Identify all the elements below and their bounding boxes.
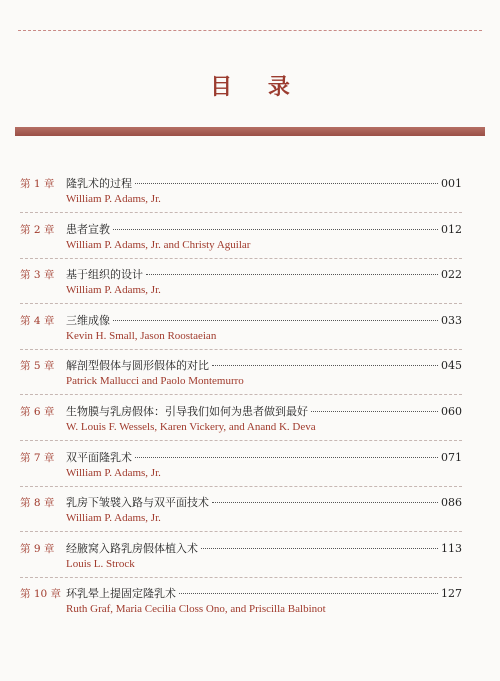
toc-entry[interactable] bbox=[20, 267, 462, 313]
dot-leader bbox=[146, 274, 438, 275]
toc-entry[interactable] bbox=[20, 358, 462, 404]
toc-entry-line bbox=[20, 404, 462, 420]
chapter-title: 双平面隆乳术 bbox=[66, 450, 132, 464]
toc-entry-line bbox=[20, 313, 462, 329]
chapter-title: 经腋窝入路乳房假体植入术 bbox=[66, 541, 198, 555]
page-number: 071 bbox=[441, 450, 462, 464]
chapter-authors: William P. Adams, Jr. bbox=[66, 193, 161, 205]
chapter-title: 患者宣教 bbox=[66, 222, 110, 236]
page-number: 022 bbox=[441, 268, 462, 282]
dot-leader bbox=[179, 593, 438, 594]
page-number: 113 bbox=[441, 541, 462, 555]
entry-separator bbox=[20, 531, 462, 532]
toc-entry[interactable] bbox=[20, 450, 462, 496]
entry-separator bbox=[20, 577, 462, 578]
dot-leader bbox=[212, 502, 438, 503]
dot-leader bbox=[201, 548, 438, 549]
page-number: 086 bbox=[441, 496, 462, 510]
entry-separator bbox=[20, 212, 462, 213]
page-number: 033 bbox=[441, 313, 462, 327]
chapter-title: 基于组织的设计 bbox=[66, 268, 143, 282]
dot-leader bbox=[212, 365, 438, 366]
dot-leader bbox=[311, 411, 438, 412]
toc-entry[interactable] bbox=[20, 313, 462, 359]
chapter-number: 第 10 章 bbox=[20, 588, 62, 601]
chapter-number: 第 1 章 bbox=[20, 178, 55, 190]
chapter-number: 第 5 章 bbox=[20, 360, 55, 373]
chapter-title: 乳房下皱襞入路与双平面技术 bbox=[66, 496, 209, 510]
chapter-authors: William P. Adams, Jr. bbox=[66, 284, 161, 297]
toc-entry[interactable] bbox=[20, 222, 462, 268]
chapter-number: 第 7 章 bbox=[20, 451, 55, 464]
toc-entry[interactable] bbox=[20, 176, 462, 222]
toc-list bbox=[20, 176, 462, 632]
chapter-title: 隆乳术的过程 bbox=[66, 177, 132, 190]
chapter-authors: William P. Adams, Jr. bbox=[66, 466, 161, 479]
chapter-title: 生物膜与乳房假体：引导我们如何为患者做到最好 bbox=[66, 404, 308, 418]
chapter-title: 三维成像 bbox=[66, 313, 110, 327]
page-number: 001 bbox=[441, 177, 462, 190]
chapter-number: 第 8 章 bbox=[20, 497, 55, 510]
dot-leader bbox=[135, 457, 438, 458]
toc-entry-line bbox=[20, 176, 462, 192]
page-number: 127 bbox=[441, 587, 462, 601]
dot-leader bbox=[113, 229, 438, 230]
page-number: 045 bbox=[441, 359, 462, 373]
toc-entry[interactable] bbox=[20, 541, 462, 587]
page-number: 060 bbox=[441, 404, 462, 418]
entry-separator bbox=[20, 303, 462, 304]
entry-separator bbox=[20, 258, 462, 259]
chapter-number: 第 2 章 bbox=[20, 223, 55, 236]
chapter-title: 解剖型假体与圆形假体的对比 bbox=[66, 359, 209, 373]
entry-separator bbox=[20, 486, 462, 487]
chapter-authors: Kevin H. Small, Jason Roostaeian bbox=[66, 329, 217, 342]
toc-entry-line bbox=[20, 358, 462, 374]
toc-entry-line bbox=[20, 267, 462, 283]
toc-entry-line bbox=[20, 222, 462, 238]
page-title: 目 录 bbox=[210, 74, 304, 100]
chapter-authors: W. Louis F. Wessels, Karen Vickery, and Anand K. Deva bbox=[66, 420, 316, 433]
dot-leader bbox=[113, 320, 438, 321]
dot-leader bbox=[135, 183, 438, 184]
chapter-authors: William P. Adams, Jr. and Christy Aguilar bbox=[66, 238, 251, 251]
top-dashed-rule bbox=[18, 30, 482, 31]
chapter-authors: Ruth Graf, Maria Cecilia Closs Ono, and Priscilla Balbinot bbox=[66, 603, 326, 616]
toc-entry[interactable] bbox=[20, 495, 462, 541]
toc-entry[interactable] bbox=[20, 586, 462, 632]
chapter-authors: Patrick Mallucci and Paolo Montemurro bbox=[66, 375, 244, 388]
toc-entry-line bbox=[20, 541, 462, 557]
chapter-number: 第 6 章 bbox=[20, 405, 55, 418]
chapter-number: 第 3 章 bbox=[20, 269, 55, 282]
entry-separator bbox=[20, 394, 462, 395]
chapter-authors: William P. Adams, Jr. bbox=[66, 512, 161, 525]
entry-separator bbox=[20, 349, 462, 350]
toc-entry-line bbox=[20, 450, 462, 466]
chapter-number: 第 4 章 bbox=[20, 314, 55, 327]
toc-entry-line bbox=[20, 495, 462, 511]
toc-entry[interactable] bbox=[20, 404, 462, 450]
chapter-title: 环乳晕上提固定隆乳术 bbox=[66, 587, 176, 601]
title-banner bbox=[15, 127, 485, 136]
entry-separator bbox=[20, 440, 462, 441]
page-number: 012 bbox=[441, 222, 462, 236]
toc-entry-line bbox=[20, 586, 462, 602]
chapter-authors: Louis L. Strock bbox=[66, 557, 135, 570]
chapter-number: 第 9 章 bbox=[20, 542, 55, 555]
